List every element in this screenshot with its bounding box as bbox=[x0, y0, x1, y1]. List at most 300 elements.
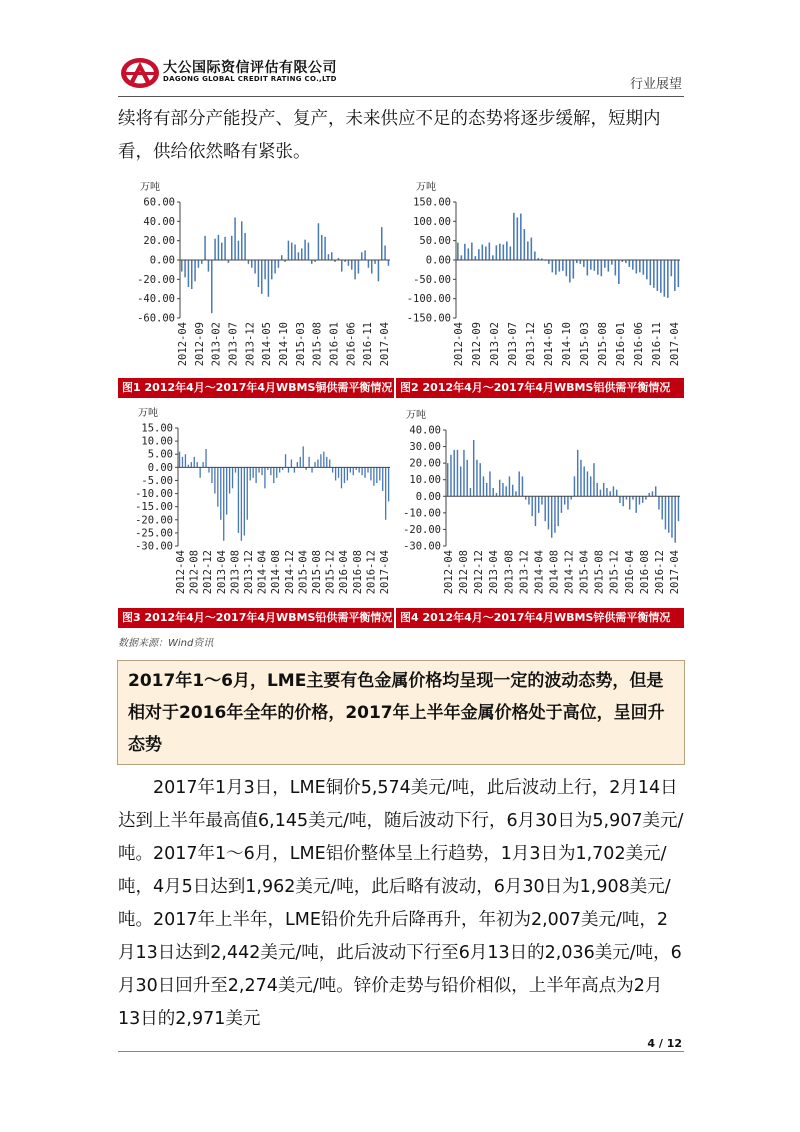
bar bbox=[308, 243, 310, 260]
bar bbox=[218, 235, 220, 260]
x-tick-label: 2016-04 bbox=[623, 550, 636, 595]
bar bbox=[285, 454, 286, 467]
bar bbox=[378, 260, 380, 281]
x-tick-label: 2017-04 bbox=[379, 550, 391, 595]
y-tick-label: 10.00 bbox=[409, 474, 441, 487]
bar bbox=[653, 260, 655, 288]
y-tick-label: 150.00 bbox=[413, 196, 451, 209]
bar bbox=[288, 467, 289, 472]
bar bbox=[344, 467, 345, 483]
bar bbox=[583, 466, 584, 496]
bar bbox=[587, 471, 588, 496]
bar bbox=[517, 217, 519, 260]
bar bbox=[194, 457, 195, 467]
chart-aluminum bbox=[396, 176, 684, 374]
bar bbox=[221, 243, 223, 260]
bar bbox=[214, 467, 215, 493]
x-tick-label: 2014-08 bbox=[548, 550, 561, 595]
bar bbox=[258, 467, 259, 472]
bar bbox=[566, 260, 568, 276]
x-tick-label: 2016-01 bbox=[615, 322, 627, 367]
x-tick-label: 2013-02 bbox=[210, 322, 223, 367]
page-number: 4 / 12 bbox=[647, 1037, 682, 1050]
x-tick-label: 2013-12 bbox=[244, 322, 257, 367]
bar bbox=[527, 241, 529, 260]
bar bbox=[660, 260, 662, 293]
bar bbox=[274, 260, 276, 274]
bar bbox=[476, 460, 477, 496]
bar bbox=[618, 260, 620, 284]
bar bbox=[232, 467, 233, 488]
bar bbox=[524, 229, 526, 260]
y-tick-label: 15.00 bbox=[141, 422, 173, 435]
bar bbox=[224, 237, 226, 260]
bar bbox=[317, 459, 318, 467]
bar bbox=[291, 459, 292, 467]
x-tick-label: 2016-08 bbox=[638, 550, 651, 595]
bar bbox=[505, 486, 506, 496]
bar bbox=[373, 467, 374, 485]
bar bbox=[208, 467, 209, 472]
bar bbox=[211, 260, 213, 313]
x-tick-label: 2012-08 bbox=[458, 550, 471, 595]
bar bbox=[464, 244, 466, 260]
bar bbox=[244, 233, 246, 260]
x-tick-label: 2012-04 bbox=[177, 322, 189, 367]
bar bbox=[551, 496, 552, 537]
bar bbox=[341, 260, 343, 272]
y-tick-label: -60.00 bbox=[137, 312, 175, 325]
bar bbox=[364, 250, 366, 260]
bar bbox=[301, 248, 303, 260]
bar bbox=[548, 260, 550, 264]
y-tick-label: -20.00 bbox=[403, 523, 441, 536]
bar bbox=[554, 496, 555, 532]
bar bbox=[270, 467, 271, 475]
bar bbox=[513, 213, 515, 260]
bar bbox=[244, 467, 245, 535]
y-tick-label: 50.00 bbox=[419, 235, 451, 248]
bar bbox=[235, 467, 236, 472]
figure-aluminum-balance bbox=[396, 176, 684, 398]
bar bbox=[300, 457, 301, 467]
bar bbox=[217, 467, 218, 506]
x-tick-label: 2016-08 bbox=[351, 550, 364, 595]
y-tick-label: -30.00 bbox=[135, 540, 173, 553]
bar bbox=[650, 260, 652, 285]
bar bbox=[632, 260, 634, 270]
x-tick-label: 2012-09 bbox=[471, 322, 483, 367]
y-unit-label: 万吨 bbox=[140, 182, 160, 193]
bar bbox=[279, 467, 280, 472]
bar bbox=[298, 252, 300, 260]
bar bbox=[496, 493, 497, 496]
bar bbox=[555, 260, 557, 275]
bar bbox=[515, 491, 516, 496]
bar bbox=[198, 260, 200, 268]
bar bbox=[374, 260, 376, 264]
bar bbox=[499, 244, 501, 260]
bar bbox=[499, 480, 500, 497]
y-tick-label: 100.00 bbox=[413, 215, 451, 228]
y-tick-label: -40.00 bbox=[137, 293, 175, 306]
bar bbox=[502, 483, 503, 496]
bar bbox=[463, 450, 464, 496]
x-tick-label: 2015-08 bbox=[593, 550, 606, 595]
bar bbox=[460, 466, 461, 496]
bar bbox=[531, 238, 533, 260]
bar bbox=[580, 260, 582, 264]
x-tick-label: 2015-12 bbox=[608, 550, 621, 595]
bar bbox=[503, 245, 505, 260]
bar bbox=[510, 246, 512, 260]
bar bbox=[674, 260, 676, 291]
bar bbox=[328, 254, 330, 260]
y-tick-label: 0.00 bbox=[415, 490, 441, 503]
bar bbox=[577, 450, 578, 496]
x-tick-label: 2016-12 bbox=[653, 550, 666, 595]
y-tick-label: 0.00 bbox=[147, 461, 173, 474]
bar bbox=[329, 459, 330, 467]
x-tick-label: 2017-04 bbox=[669, 322, 681, 367]
y-tick-label: 0.00 bbox=[425, 254, 451, 267]
y-tick-label: 20.00 bbox=[143, 235, 175, 248]
x-tick-label: 2015-08 bbox=[311, 322, 324, 367]
x-tick-label: 2014-04 bbox=[256, 550, 269, 595]
bar bbox=[457, 243, 459, 260]
x-tick-label: 2014-08 bbox=[270, 550, 283, 595]
bar bbox=[466, 460, 467, 496]
bar bbox=[326, 457, 327, 467]
bar bbox=[557, 496, 558, 526]
bar bbox=[385, 467, 386, 519]
x-tick-label: 2016-01 bbox=[328, 322, 341, 367]
x-tick-label: 2013-07 bbox=[227, 322, 240, 367]
bar bbox=[593, 463, 594, 496]
bar bbox=[615, 260, 617, 275]
bar bbox=[181, 260, 183, 272]
header-divider bbox=[118, 96, 684, 97]
bar bbox=[358, 467, 359, 472]
bar bbox=[648, 493, 649, 496]
intro-paragraph: 续将有部分产能投产、复产，未来供应不足的态势将逐步缓解，短期内看，供给依然略有紧张。 bbox=[118, 109, 661, 162]
caption-lead: 图3 2012年4月～2017年4月WBMS铅供需平衡情况 bbox=[118, 608, 394, 628]
bar bbox=[590, 476, 591, 496]
bar bbox=[381, 227, 383, 260]
bar bbox=[320, 454, 321, 467]
bar bbox=[652, 491, 653, 496]
bar bbox=[376, 467, 377, 483]
bar bbox=[250, 467, 251, 480]
x-tick-label: 2012-12 bbox=[202, 550, 215, 595]
chart-zinc bbox=[396, 404, 684, 604]
bar bbox=[636, 260, 638, 274]
bar bbox=[234, 217, 236, 260]
bar bbox=[204, 236, 206, 260]
bar bbox=[388, 260, 390, 266]
y-unit-label: 万吨 bbox=[406, 410, 426, 421]
dagong-logo-icon bbox=[120, 56, 160, 90]
bar bbox=[478, 249, 480, 260]
bar bbox=[241, 467, 242, 540]
bar bbox=[643, 260, 645, 275]
figure-zinc-balance bbox=[396, 404, 684, 630]
bar bbox=[350, 467, 351, 472]
bar bbox=[264, 260, 266, 279]
bar bbox=[184, 260, 186, 277]
y-tick-label: -20.00 bbox=[135, 514, 173, 527]
bar bbox=[324, 237, 326, 260]
section-title: 行业展望 bbox=[629, 77, 682, 92]
bar bbox=[208, 260, 210, 272]
x-tick-label: 2015-12 bbox=[324, 550, 337, 595]
bar bbox=[629, 496, 630, 509]
x-tick-label: 2013-12 bbox=[243, 550, 255, 595]
x-tick-label: 2012-04 bbox=[175, 550, 187, 595]
bar bbox=[538, 496, 539, 513]
bar bbox=[609, 491, 610, 496]
bar bbox=[238, 467, 239, 533]
bar bbox=[318, 223, 320, 260]
bar bbox=[223, 467, 224, 540]
bar bbox=[483, 476, 484, 496]
y-tick-label: -150.00 bbox=[406, 312, 451, 325]
bar bbox=[580, 460, 581, 496]
bar bbox=[475, 256, 477, 260]
y-unit-label: 万吨 bbox=[416, 182, 436, 193]
bar bbox=[525, 496, 526, 499]
x-tick-label: 2015-03 bbox=[294, 322, 307, 367]
y-tick-label: 5.00 bbox=[147, 448, 173, 461]
bar bbox=[457, 450, 458, 496]
bar bbox=[528, 496, 529, 504]
bar bbox=[655, 486, 656, 496]
bar bbox=[201, 260, 203, 264]
bar bbox=[600, 490, 601, 497]
bar bbox=[657, 260, 659, 291]
bar bbox=[314, 462, 315, 467]
bar bbox=[261, 260, 263, 294]
bar bbox=[613, 486, 614, 496]
x-tick-label: 2014-12 bbox=[563, 550, 576, 595]
bar bbox=[321, 235, 323, 260]
bar bbox=[185, 454, 186, 467]
bar bbox=[496, 245, 498, 260]
bar bbox=[199, 467, 200, 477]
bar bbox=[482, 245, 484, 260]
bar bbox=[639, 260, 641, 272]
bar bbox=[489, 471, 490, 496]
bar bbox=[608, 260, 610, 272]
x-tick-label: 2015-04 bbox=[578, 550, 591, 595]
bar bbox=[639, 496, 640, 504]
y-tick-label: 60.00 bbox=[143, 196, 175, 209]
bar bbox=[179, 452, 180, 468]
x-tick-label: 2017-04 bbox=[379, 322, 391, 367]
bar bbox=[535, 496, 536, 526]
x-tick-label: 2017-04 bbox=[669, 550, 681, 595]
bar bbox=[664, 260, 666, 297]
bar bbox=[332, 467, 333, 472]
y-tick-label: -5.00 bbox=[141, 474, 173, 487]
x-tick-label: 2013-08 bbox=[229, 550, 242, 595]
bar bbox=[379, 467, 380, 480]
bar bbox=[590, 260, 592, 270]
bar bbox=[674, 496, 675, 542]
bar bbox=[468, 248, 470, 260]
y-tick-label: -50.00 bbox=[413, 273, 451, 286]
bar bbox=[512, 485, 513, 497]
caption-aluminum: 图2 2012年4月～2017年4月WBMS铝供需平衡情况 bbox=[396, 378, 684, 398]
bar bbox=[570, 496, 571, 499]
bar bbox=[205, 449, 206, 467]
bar bbox=[370, 467, 371, 480]
bar bbox=[197, 462, 198, 467]
footer-divider bbox=[118, 1051, 684, 1052]
bar bbox=[297, 462, 298, 467]
bar bbox=[294, 467, 295, 472]
x-tick-label: 2013-12 bbox=[518, 550, 531, 595]
y-tick-label: 40.00 bbox=[409, 424, 441, 437]
bar bbox=[678, 260, 680, 287]
bar bbox=[534, 251, 536, 260]
bar bbox=[252, 467, 253, 477]
bar bbox=[489, 243, 491, 260]
y-tick-label: -15.00 bbox=[135, 501, 173, 514]
bar bbox=[311, 260, 313, 264]
bar bbox=[552, 260, 554, 272]
x-tick-label: 2013-08 bbox=[503, 550, 516, 595]
x-tick-label: 2014-04 bbox=[533, 550, 546, 595]
x-tick-label: 2014-12 bbox=[283, 550, 296, 595]
bar bbox=[665, 496, 666, 529]
bar bbox=[271, 260, 273, 279]
bar bbox=[220, 467, 221, 519]
bar bbox=[367, 467, 368, 472]
bar bbox=[569, 260, 571, 282]
x-tick-label: 2012-04 bbox=[453, 322, 465, 367]
x-tick-label: 2013-07 bbox=[507, 322, 519, 367]
x-tick-label: 2013-02 bbox=[489, 322, 501, 367]
bar bbox=[541, 496, 542, 504]
bar bbox=[661, 496, 662, 519]
x-tick-label: 2016-06 bbox=[345, 322, 358, 367]
bar bbox=[361, 467, 362, 475]
bar bbox=[382, 467, 383, 491]
bar bbox=[303, 446, 304, 467]
bar bbox=[354, 260, 356, 279]
key-point-box: 2017年1～6月，LME主要有色金属价格均呈现一定的波动态势，但是相对于2016年全年的价格，2017年上半年金属价格处于高位，呈回升态势 bbox=[117, 660, 685, 765]
bar bbox=[276, 467, 277, 477]
bar bbox=[583, 260, 585, 267]
bar bbox=[288, 241, 290, 260]
bar bbox=[202, 462, 203, 467]
bar bbox=[258, 260, 260, 287]
x-tick-label: 2014-10 bbox=[561, 322, 573, 367]
bar bbox=[226, 467, 227, 514]
bar bbox=[604, 260, 606, 268]
bar bbox=[388, 467, 389, 501]
x-tick-label: 2014-05 bbox=[543, 322, 555, 367]
bar bbox=[658, 496, 659, 509]
x-tick-label: 2014-10 bbox=[278, 322, 290, 367]
bar bbox=[182, 457, 183, 467]
bar bbox=[447, 463, 448, 496]
bar bbox=[347, 467, 348, 480]
bar bbox=[548, 496, 549, 529]
bar bbox=[471, 243, 473, 260]
x-tick-label: 2012-08 bbox=[188, 550, 201, 595]
x-tick-label: 2016-06 bbox=[633, 322, 645, 367]
y-tick-label: -100.00 bbox=[406, 293, 451, 306]
bar bbox=[485, 246, 487, 260]
bar bbox=[573, 260, 575, 279]
bar bbox=[509, 476, 510, 496]
bar bbox=[611, 260, 613, 265]
bar bbox=[331, 252, 333, 260]
bar bbox=[191, 260, 193, 289]
bar bbox=[473, 440, 474, 496]
bar bbox=[645, 496, 646, 499]
company-name-en: DAGONG GLOBAL CREDIT RATING CO.,LTD bbox=[163, 75, 337, 83]
bar bbox=[229, 467, 230, 493]
bar bbox=[268, 260, 270, 297]
bar bbox=[341, 467, 342, 488]
bar bbox=[486, 483, 487, 496]
bar bbox=[191, 462, 192, 467]
bar bbox=[619, 496, 620, 503]
x-tick-label: 2016-04 bbox=[338, 550, 351, 595]
bar bbox=[294, 245, 296, 260]
data-source-note: 数据来源：Wind资讯 bbox=[118, 638, 214, 649]
bar bbox=[351, 260, 353, 270]
bar bbox=[559, 260, 561, 272]
company-name-cn: 大公国际资信评估有限公司 bbox=[163, 60, 337, 76]
bar bbox=[492, 488, 493, 496]
x-tick-label: 2015-04 bbox=[297, 550, 310, 595]
bar bbox=[308, 457, 309, 467]
caption-copper: 图1 2012年4月～2017年4月WBMS铜供需平衡情况 bbox=[118, 378, 394, 398]
bar bbox=[273, 467, 274, 483]
y-tick-label: 30.00 bbox=[409, 441, 441, 454]
bar bbox=[211, 467, 212, 483]
bar bbox=[616, 490, 617, 497]
x-tick-label: 2013-12 bbox=[525, 322, 537, 367]
bar bbox=[520, 214, 522, 260]
bar bbox=[453, 450, 454, 496]
y-tick-label: -20.00 bbox=[137, 273, 175, 286]
bar bbox=[248, 260, 250, 264]
chart-lead bbox=[118, 404, 394, 604]
bar bbox=[247, 467, 248, 519]
bar bbox=[311, 467, 312, 472]
bar bbox=[646, 260, 648, 279]
caption-zinc: 图4 2012年4月～2017年4月WBMS锌供需平衡情况 bbox=[396, 608, 684, 628]
bar bbox=[251, 260, 253, 268]
x-tick-label: 2012-09 bbox=[193, 322, 206, 367]
x-tick-label: 2015-08 bbox=[597, 322, 609, 367]
y-tick-label: -25.00 bbox=[135, 527, 173, 540]
bar bbox=[461, 255, 463, 260]
bar bbox=[254, 260, 256, 274]
bar bbox=[671, 260, 673, 276]
bar bbox=[261, 467, 262, 475]
bar bbox=[241, 221, 243, 260]
x-tick-label: 2014-05 bbox=[261, 322, 274, 367]
bar bbox=[238, 241, 240, 260]
bar bbox=[642, 496, 643, 503]
bar bbox=[278, 260, 280, 268]
